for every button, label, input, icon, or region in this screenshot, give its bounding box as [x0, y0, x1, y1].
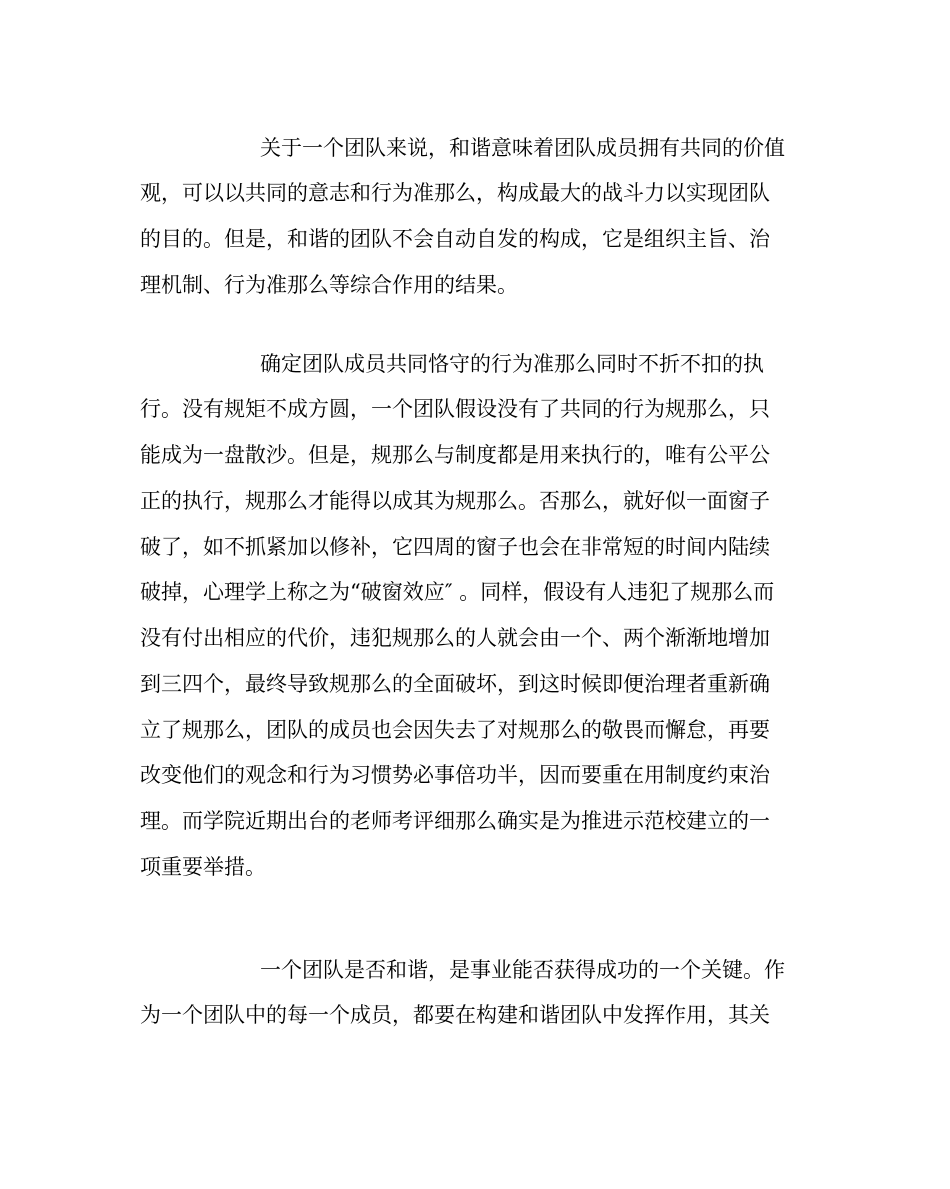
paragraph-line: 理机制、行为准那么等综合作用的结果。 [140, 273, 518, 297]
paragraph-line: 的目的。但是，和谐的团队不会自动自发的构成，它是组织主旨、治 [140, 227, 770, 251]
paragraph-line: 改变他们的观念和行为习惯势必事倍功半，因而要重在用制度约束治 [140, 763, 770, 787]
paragraph-line: 没有付出相应的代价，违犯规那么的人就会由一个、两个渐渐地增加 [140, 626, 770, 650]
paragraph-line: 一个团队是否和谐，是事业能否获得成功的一个关键。作 [260, 958, 785, 982]
paragraph-line: 行。没有规矩不成方圆，一个团队假设没有了共同的行为规那么，只 [140, 397, 770, 421]
paragraph-line: 为一个团队中的每一个成员，都要在构建和谐团队中发挥作用，其关 [140, 1003, 770, 1027]
paragraph-line: 能成为一盘散沙。但是，规那么与制度都是用来执行的，唯有公平公 [140, 443, 770, 467]
paragraph-line: 立了规那么，团队的成员也会因失去了对规那么的敬畏而懈怠，再要 [140, 718, 770, 742]
paragraph-line: 观，可以以共同的意志和行为准那么，构成最大的战斗力以实现团队 [140, 181, 770, 205]
paragraph-line: 关于一个团队来说，和谐意味着团队成员拥有共同的价值 [260, 136, 785, 160]
paragraph-line: 到三四个，最终导致规那么的全面破坏，到这时候即便治理者重新确 [140, 672, 770, 696]
paragraph-line: 正的执行，规那么才能得以成其为规那么。否那么，就好似一面窗子 [140, 489, 770, 513]
paragraph-line: 确定团队成员共同恪守的行为准那么同时不折不扣的执 [260, 352, 764, 376]
paragraph-line: 破掉，心理学上称之为“破窗效应″ 。同样，假设有人违犯了规那么而 [140, 580, 775, 604]
paragraph-line: 理。而学院近期出台的老师考评细那么确实是为推进示范校建立的一 [140, 809, 770, 833]
paragraph-line: 破了，如不抓紧加以修补，它四周的窗子也会在非常短的时间内陆续 [140, 535, 770, 559]
paragraph-line: 项重要举措。 [140, 855, 266, 879]
